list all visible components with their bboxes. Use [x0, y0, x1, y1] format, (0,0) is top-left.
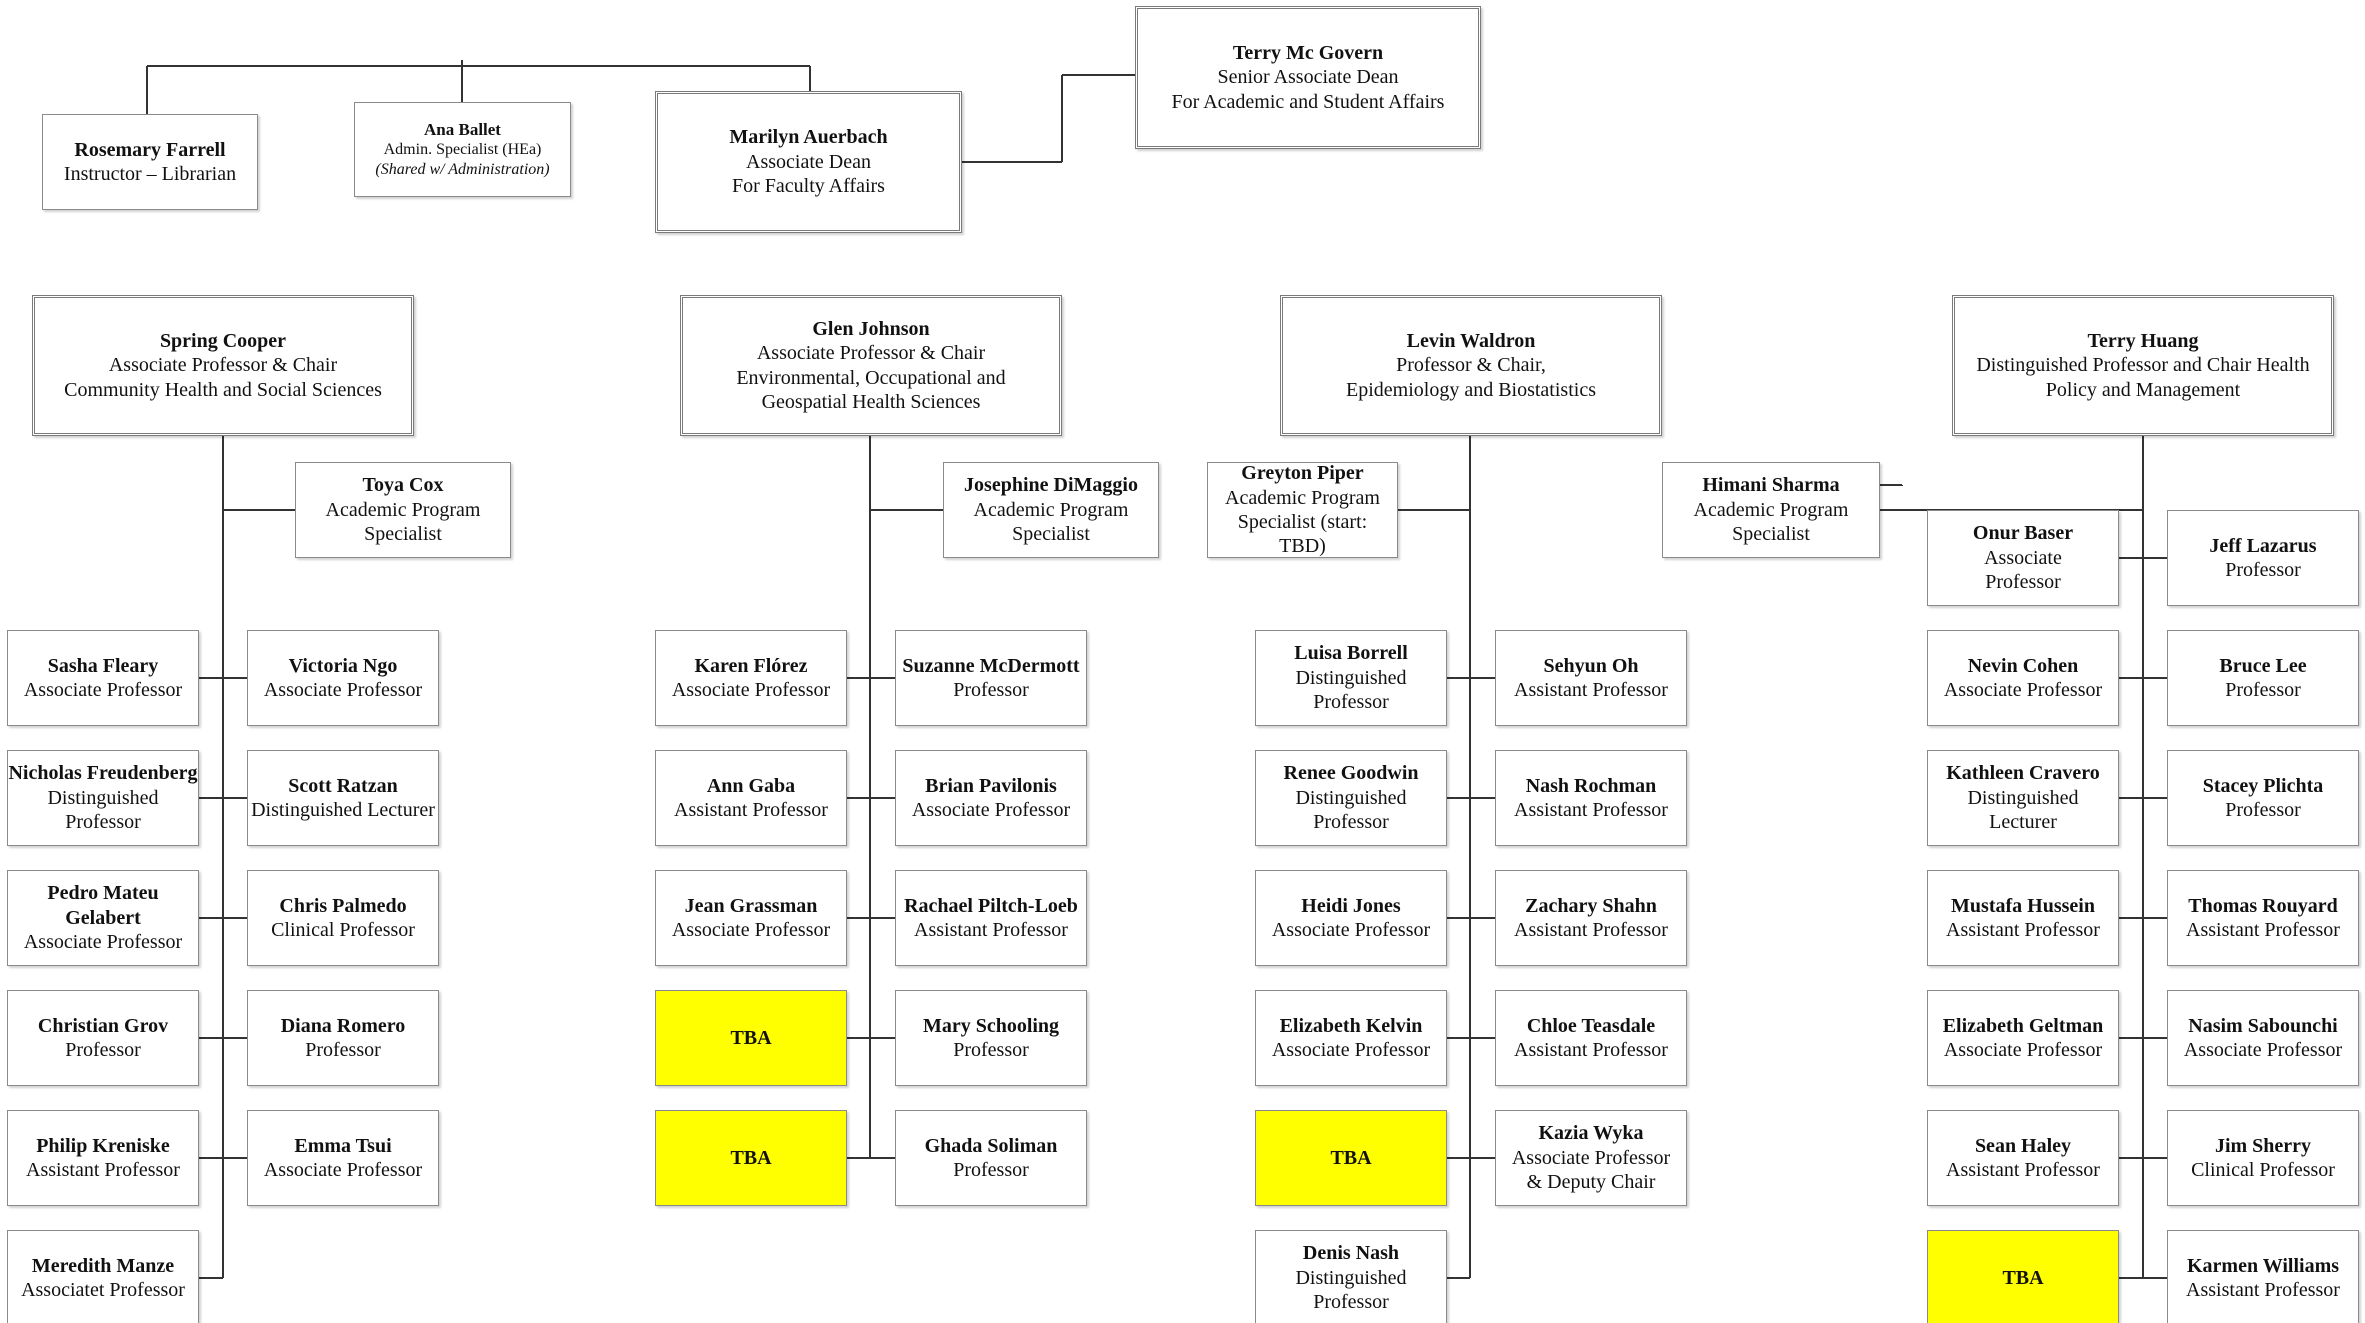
person-title: Specialist	[1012, 523, 1090, 546]
person-title: Associate Professor & Chair	[756, 342, 986, 365]
person-name: Glen Johnson	[812, 317, 930, 340]
person-title: Associate Professor	[1511, 1146, 1671, 1169]
person-name: Chris Palmedo	[279, 894, 407, 917]
faculty-box	[7, 990, 199, 1086]
person-title: Associatet Professor	[21, 1279, 185, 1301]
person-name: TBA	[2002, 1266, 2044, 1289]
faculty-box	[655, 630, 847, 726]
person-title: Distinguished	[1967, 786, 2079, 809]
person-name: Rachael Piltch-Loeb	[904, 894, 1078, 917]
faculty-box	[1495, 1110, 1687, 1206]
person-title: Assistant Professor	[1946, 919, 2100, 941]
faculty-box	[7, 630, 199, 726]
person-name: Zachary Shahn	[1525, 894, 1657, 917]
person-title: Associate Professor	[671, 679, 831, 701]
person-title: Professor	[1313, 691, 1389, 714]
person-name: Heidi Jones	[1301, 894, 1401, 917]
person-title: Specialist (start:	[1237, 511, 1368, 533]
person-title: Professor	[65, 1039, 141, 1061]
person-title: Assistant Professor	[2186, 1279, 2340, 1301]
person-title: Professor	[1985, 571, 2061, 594]
faculty-box	[247, 630, 439, 726]
person-name: Thomas Rouyard	[2188, 894, 2338, 917]
person-title: Professor	[953, 1039, 1029, 1061]
person-title: Assistant Professor	[2186, 919, 2340, 941]
person-name: Jim Sherry	[2214, 1134, 2312, 1157]
person-title: For Academic and Student Affairs	[1171, 90, 1445, 113]
person-name: Nasim Sabounchi	[2188, 1014, 2338, 1037]
person-name: Nash Rochman	[1525, 774, 1657, 797]
person-title: Academic Program	[1693, 498, 1849, 521]
person-title: Clinical Professor	[2191, 1159, 2335, 1181]
person-name: Bruce Lee	[2219, 654, 2307, 677]
department-chair-box	[1280, 295, 1662, 436]
person-title: Geospatial Health Sciences	[761, 390, 981, 413]
person-name: TBA	[730, 1146, 772, 1169]
person-title: Senior Associate Dean	[1217, 66, 1399, 89]
faculty-box	[7, 750, 199, 846]
person-title: Academic Program	[973, 498, 1129, 521]
person-name: Chloe Teasdale	[1526, 1014, 1656, 1037]
person-name: Karen Flórez	[694, 654, 808, 677]
person-title: Distinguished	[1295, 786, 1407, 809]
person-title: For Faculty Affairs	[732, 175, 885, 198]
person-name: TBA	[1330, 1146, 1372, 1169]
person-name: TBA	[730, 1026, 772, 1049]
person-title: Associate Professor	[263, 1159, 423, 1181]
faculty-box	[2167, 990, 2359, 1086]
person-title: Distinguished Lecturer	[251, 799, 435, 821]
person-title: Clinical Professor	[271, 919, 415, 941]
person-title: Instructor – Librarian	[63, 163, 237, 185]
program-specialist-box	[295, 462, 511, 558]
faculty-box	[1927, 1110, 2119, 1206]
person-title: Professor	[2225, 679, 2301, 701]
person-title: Academic Program	[325, 498, 481, 521]
person-title: Associate Professor & Chair	[108, 354, 338, 377]
person-title: Specialist	[1732, 523, 1810, 546]
program-specialist-box	[1662, 462, 1880, 558]
person-name: Emma Tsui	[294, 1134, 392, 1157]
person-title: Assistant Professor	[1946, 1159, 2100, 1181]
faculty-box	[1927, 630, 2119, 726]
person-name: Jean Grassman	[684, 894, 818, 917]
person-name: Christian Grov	[37, 1014, 169, 1037]
faculty-box	[895, 630, 1087, 726]
person-name: Denis Nash	[1302, 1242, 1400, 1265]
admin-specialist-box	[354, 102, 571, 197]
department-chair-box	[32, 295, 414, 436]
faculty-box	[1255, 870, 1447, 966]
faculty-box	[1927, 870, 2119, 966]
person-title: Professor & Chair,	[1396, 354, 1546, 377]
person-title: Associate	[1984, 546, 2062, 569]
faculty-box	[2167, 1230, 2359, 1323]
person-title: Assistant Professor	[26, 1159, 180, 1181]
person-title: Policy and Management	[2045, 378, 2241, 401]
person-name: Karmen Williams	[2186, 1254, 2340, 1277]
person-title: Community Health and Social Sciences	[64, 378, 382, 401]
person-title: Professor	[953, 679, 1029, 701]
person-name: Spring Cooper	[159, 329, 287, 352]
person-title: Academic Program	[1225, 486, 1380, 509]
person-name: Victoria Ngo	[288, 654, 398, 677]
person-name: Greyton Piper	[1241, 462, 1364, 485]
faculty-box	[1927, 750, 2119, 846]
faculty-box	[1927, 510, 2119, 606]
person-title: Epidemiology and Biostatistics	[1346, 378, 1596, 401]
person-title: Professor	[2225, 559, 2301, 581]
person-title: Professor	[953, 1159, 1029, 1181]
faculty-box	[1255, 1230, 1447, 1323]
person-name: Elizabeth Geltman	[1942, 1014, 2104, 1037]
faculty-box	[895, 870, 1087, 966]
person-name: Sehyun Oh	[1543, 654, 1639, 677]
person-name: Renee Goodwin	[1283, 762, 1419, 785]
faculty-box	[2167, 1110, 2359, 1206]
faculty-box	[1495, 630, 1687, 726]
faculty-box	[895, 1110, 1087, 1206]
person-name: Marilyn Auerbach	[729, 126, 888, 149]
person-note: (Shared w/ Administration)	[375, 160, 550, 178]
person-title: Environmental, Occupational and	[736, 366, 1006, 389]
person-title: Associate Professor	[23, 931, 183, 954]
person-name: Ann Gaba	[706, 774, 796, 797]
person-title: Professor	[1313, 811, 1389, 834]
department-chair-box	[680, 295, 1062, 436]
person-title: Associate Professor	[1943, 679, 2103, 701]
person-title: Associate Professor	[1271, 919, 1431, 941]
person-name: Terry Mc Govern	[1232, 41, 1384, 64]
person-name: Levin Waldron	[1406, 329, 1536, 352]
faculty-box	[7, 870, 199, 966]
faculty-box	[2167, 510, 2359, 606]
faculty-box	[1255, 630, 1447, 726]
person-name: Nicholas Freudenberg	[8, 762, 198, 785]
person-name: Scott Ratzan	[288, 774, 398, 797]
faculty-box	[247, 870, 439, 966]
faculty-box	[895, 750, 1087, 846]
person-name: Stacey Plichta	[2202, 774, 2324, 797]
person-name: Sasha Fleary	[47, 654, 159, 677]
person-title: Assistant Professor	[674, 799, 828, 821]
person-name: Nevin Cohen	[1967, 654, 2079, 677]
person-title: Assistant Professor	[1514, 799, 1668, 821]
person-name: Kathleen Cravero	[1946, 762, 2100, 785]
faculty-box	[655, 990, 847, 1086]
person-name: Sean Haley	[1974, 1134, 2072, 1157]
person-title: Distinguished Professor and Chair Health	[1976, 354, 2310, 377]
faculty-box	[655, 870, 847, 966]
faculty-box	[895, 990, 1087, 1086]
person-title: Lecturer	[1989, 811, 2057, 834]
faculty-box	[2167, 750, 2359, 846]
person-name: Mary Schooling	[922, 1014, 1060, 1037]
person-title: Specialist	[364, 523, 442, 546]
person-title: Associate Professor	[263, 679, 423, 701]
faculty-box	[1255, 990, 1447, 1086]
person-title: Professor	[305, 1039, 381, 1061]
person-title: Distinguished	[1295, 666, 1407, 689]
person-title: Associate Dean	[746, 150, 871, 173]
program-specialist-box	[943, 462, 1159, 558]
faculty-box	[1495, 990, 1687, 1086]
person-title: Assistant Professor	[914, 919, 1068, 941]
person-name: Josephine DiMaggio	[964, 474, 1138, 497]
person-title: Assistant Professor	[1514, 1039, 1668, 1061]
senior-associate-dean-box	[1135, 6, 1481, 149]
person-name: Toya Cox	[362, 474, 444, 497]
person-title: Associate Professor	[1943, 1039, 2103, 1061]
faculty-box	[1927, 1230, 2119, 1323]
person-name: Luisa Borrell	[1294, 642, 1408, 665]
person-title: Admin. Specialist (HEa)	[383, 141, 542, 159]
person-name: Terry Huang	[2087, 329, 2199, 352]
faculty-box	[2167, 630, 2359, 726]
faculty-box	[655, 1110, 847, 1206]
faculty-box	[7, 1110, 199, 1206]
person-name: Meredith Manze	[31, 1254, 175, 1277]
person-name: Onur Baser	[1972, 522, 2074, 545]
faculty-box	[7, 1230, 199, 1323]
person-name: Brian Pavilonis	[925, 774, 1057, 797]
person-name: Pedro Mateu Gelabert	[47, 882, 159, 929]
faculty-box	[1255, 1110, 1447, 1206]
faculty-box	[1255, 750, 1447, 846]
person-title: & Deputy Chair	[1526, 1171, 1656, 1194]
person-name: Mustafa Hussein	[1951, 894, 2095, 917]
person-name: Philip Kreniske	[36, 1134, 170, 1157]
program-specialist-box	[1207, 462, 1398, 558]
person-title: Associate Professor	[2183, 1039, 2343, 1061]
faculty-box	[247, 750, 439, 846]
person-title: Assistant Professor	[1514, 679, 1668, 701]
faculty-box	[2167, 870, 2359, 966]
person-title: Associate Professor	[671, 919, 831, 941]
person-title: Distinguished	[1295, 1266, 1407, 1289]
faculty-box	[655, 750, 847, 846]
person-name: Diana Romero	[280, 1014, 406, 1037]
person-title: Professor	[2225, 799, 2301, 821]
person-name: Ana Ballet	[424, 119, 501, 139]
faculty-box	[1927, 990, 2119, 1086]
person-name: Rosemary Farrell	[74, 138, 226, 161]
faculty-box	[1495, 870, 1687, 966]
person-title: TBD)	[1279, 535, 1326, 558]
department-chair-box	[1952, 295, 2334, 436]
person-name: Himani Sharma	[1702, 474, 1840, 497]
person-name: Ghada Soliman	[924, 1134, 1058, 1157]
person-name: Suzanne McDermott	[902, 654, 1080, 677]
person-title: Distinguished Professor	[47, 786, 159, 834]
person-title: Associate Professor	[911, 799, 1071, 821]
person-title: Assistant Professor	[1514, 919, 1668, 941]
faculty-box	[247, 1110, 439, 1206]
person-name: Elizabeth Kelvin	[1279, 1014, 1423, 1037]
librarian-box	[42, 114, 258, 210]
faculty-box	[1495, 750, 1687, 846]
person-title: Associate Professor	[1271, 1039, 1431, 1061]
associate-dean-box	[655, 91, 962, 233]
person-title: Professor	[1313, 1291, 1389, 1314]
person-name: Kazia Wyka	[1538, 1122, 1644, 1145]
faculty-box	[247, 990, 439, 1086]
person-name: Jeff Lazarus	[2209, 534, 2317, 557]
person-title: Associate Professor	[23, 679, 183, 701]
